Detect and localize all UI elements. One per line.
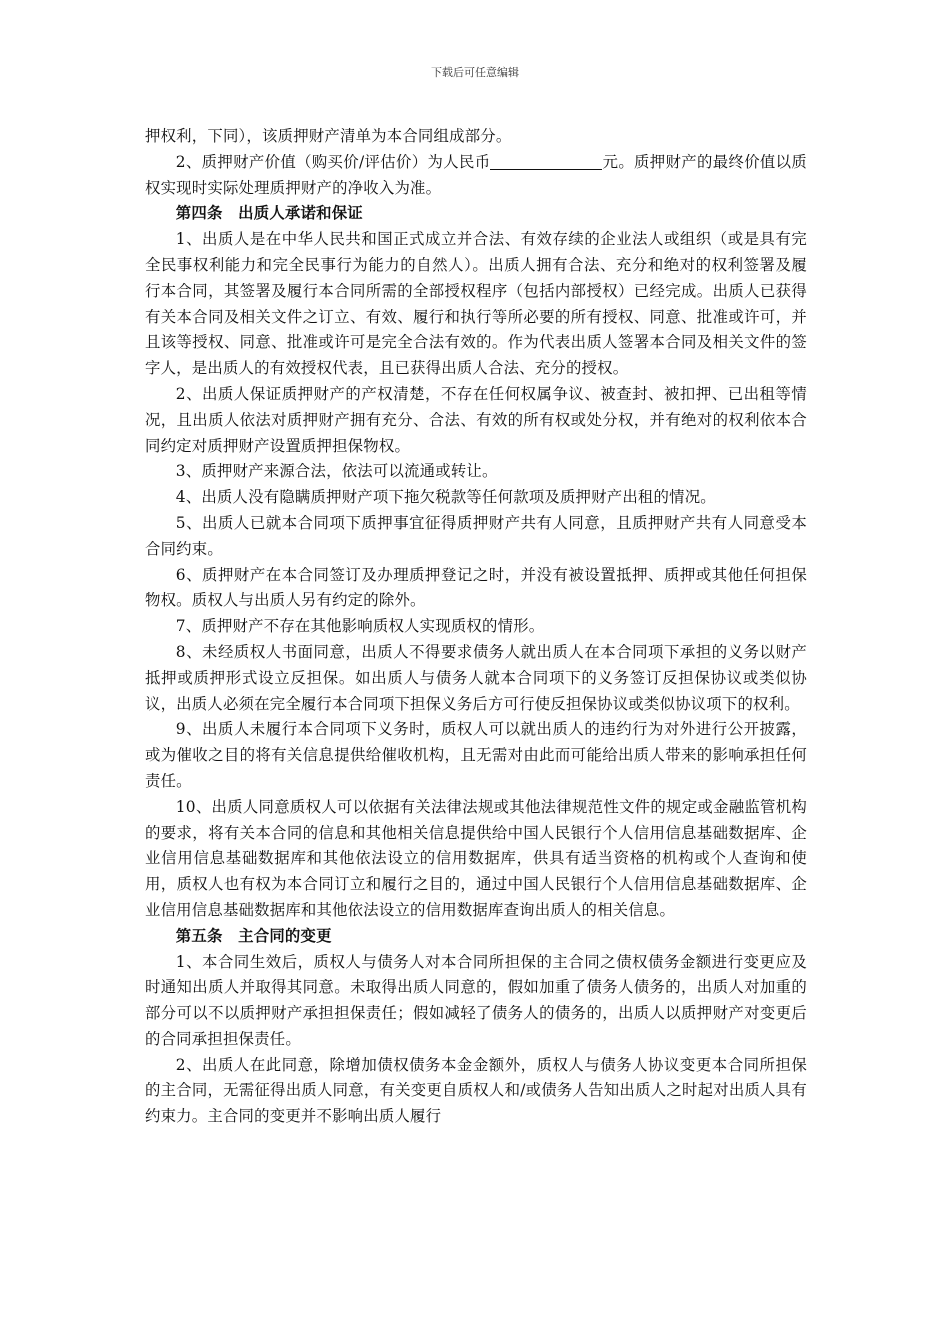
article-4-clause-8: 8、未经质权人书面同意，出质人不得要求债务人就出质人在本合同项下承担的义务以财产抵押或质押形式设立反担保。如出质人与债务人就本合同项下的义务签订反担保协议或类似协议，出质人必须在完全履行本合同项下担保义务后方可行使反担保协议或类似协议项下的权利。 (145, 642, 807, 713)
pledge-value-text-a: 2、质押财产价值（购买价/评估价）为人民币 (175, 152, 491, 171)
paragraph-continuation: 押权利，下同），该质押财产清单为本合同组成部分。 (145, 127, 512, 145)
article-5-heading: 第五条 主合同的变更 (175, 926, 332, 945)
pledge-value-text-b: 元。质押财产的最终价值以质权实现时实际处理质押财产的净收入为准。 (145, 152, 807, 197)
article-4-clause-3: 3、质押财产来源合法，依法可以流通或转让。 (175, 462, 498, 481)
article-4-clause-9: 9、出质人未履行本合同项下义务时，质权人可以就出质人的违约行为对外进行公开披露，或为催收之目的将有关信息提供给催收机构，且无需对由此而可能给出质人带来的影响承担任何责任。 (145, 720, 807, 790)
article-5-clause-1: 1、本合同生效后，质权人与债务人对本合同所担保的主合同之债权债务金额进行变更应及时通知出质人并取得其同意。未取得出质人同意的，假如加重了债务人债务的，出质人对加重的部分可以不以质押财产承担担保责任；假如减轻了债务人的债务的，出质人以质押财产对变更后的合同承担担保责任。 (145, 952, 807, 1048)
article-4-clause-4: 4、出质人没有隐瞒质押财产项下拖欠税款等任何款项及质押财产出租的情况。 (175, 488, 716, 507)
article-5-clause-2: 2、出质人在此同意，除增加债权债务本金金额外，质权人与债务人协议变更本合同所担保的主合同，无需征得出质人同意，有关变更自质权人和/或债务人告知出质人之时起对出质人具有约束力。主合同的变更并不影响出质人履行 (145, 1055, 807, 1126)
article-4-clause-1: 1、出质人是在中华人民共和国正式成立并合法、有效存续的企业法人或组织（或是具有完全民事权利能力和完全民事行为能力的自然人）。出质人拥有合法、充分和绝对的权利签署及履行本合同，其签署及履行本合同所需的全部授权程序（包括内部授权）已经完成。出质人已获得有关本合同及相关文件之订立、有效、履行和执行等所必要的所有授权、同意、批准或许可，并且该等授权、同意、批准或许可是完全合法有效的。作为代表出质人签署本合同及相关文件的签字人，是出质人的有效授权代表，且已获得出质人合法、充分的授权。 (145, 230, 807, 378)
document-body (145, 124, 807, 1130)
article-4-clause-6: 6、质押财产在本合同签订及办理质押登记之时，并没有被设置抵押、质押或其他任何担保物权。质权人与出质人另有约定的除外。 (145, 565, 807, 610)
article-4-heading: 第四条 出质人承诺和保证 (175, 204, 363, 223)
paragraph-pledge-value (145, 150, 807, 202)
article-4-clause-5: 5、出质人已就本合同项下质押事宜征得质押财产共有人同意，且质押财产共有人同意受本合同约束。 (145, 513, 807, 558)
article-4-clause-7: 7、质押财产不存在其他影响质权人实现质权的情形。 (175, 617, 545, 636)
article-4-clause-10: 10、出质人同意质权人可以依据有关法律法规或其他法律规范性文件的规定或金融监管机构的要求，将有关本合同的信息和其他相关信息提供给中国人民银行个人信用信息基础数据库、企业信用信息基础数据库和其他依法设立的信用数据库，供具有适当资格的机构或个人查询和使用，质权人也有权为本合同订立和履行之目的，通过中国人民银行个人信用信息基础数据库、企业信用信息基础数据库和其他依法设立的信用数据库查询出质人的相关信息。 (145, 797, 807, 919)
page-header: 下载后可任意编辑 (431, 66, 519, 79)
article-4-clause-2: 2、出质人保证质押财产的产权清楚，不存在任何权属争议、被查封、被扣押、已出租等情况，且出质人依法对质押财产拥有充分、合法、有效的所有权或处分权，并有绝对的权利依本合同约定对质押财产设置质押担保物权。 (145, 384, 807, 455)
amount-blank-field (490, 153, 602, 170)
